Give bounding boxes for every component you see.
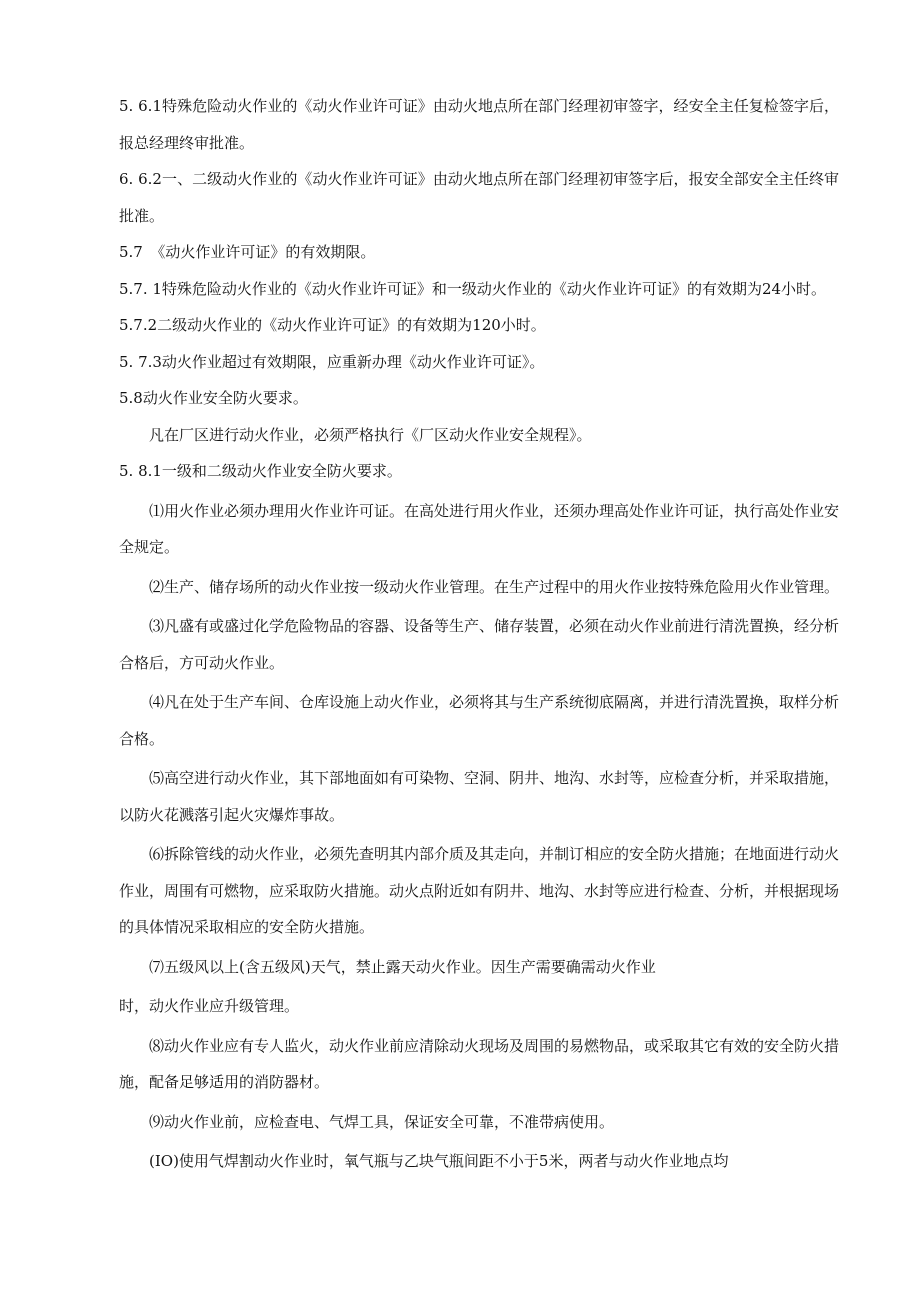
paragraph-5-7-2: 5.7.2二级动火作业的《动火作业许可证》的有效期为120小时。 [119,316,546,334]
list-item-10: (IO)使用气焊割动火作业时，氧气瓶与乙块气瓶间距不小于5米，两者与动火作业地点均 [149,1152,729,1170]
list-item-9: ⑼动火作业前，应检查电、气焊工具，保证安全可靠，不准带病使用。 [149,1112,615,1131]
list-item-4: ⑷凡在处于生产车间、仓库设施上动火作业，必须将其与生产系统彻底隔离，并进行清洗置换，取样分析合格。 [119,693,840,748]
list-item-7: ⑺五级风以上(含五级风)天气，禁止露天动火作业。因生产需要确需动火作业 [149,957,656,976]
paragraph-5-7-3: 5. 7.3动火作业超过有效期限，应重新办理《动火作业许可证》。 [119,352,545,371]
paragraph-6-6-2: 6. 6.2一、二级动火作业的《动火作业许可证》由动火地点所在部门经理初审签字后，报安全部安全主任终审批准。 [119,170,839,225]
paragraph-5-7: 5.7 《动火作业许可证》的有效期限。 [119,243,376,261]
paragraph-5-8: 5.8动火作业安全防火要求。 [119,389,308,407]
list-item-6: ⑹拆除管线的动火作业，必须先查明其内部介质及其走向，并制订相应的安全防火措施；在地面进行动火作业，周围有可燃物，应采取防火措施。动火点附近如有阴井、地沟、水封等应进行检查、分析，并根据现场的具体情况采取相应的安全防火措施。 [119,845,840,936]
paragraph-5-8-intro: 凡在厂区进行动火作业，必须严格执行《厂区动火作业安全规程》。 [149,425,592,444]
paragraph-5-8-1: 5. 8.1一级和二级动火作业安全防火要求。 [119,462,402,480]
list-item-8: ⑻动火作业应有专人监火，动火作业前应清除动火现场及周围的易燃物品，或采取其它有效的安全防火措施，配备足够适用的消防器材。 [119,1036,840,1091]
list-item-1: ⑴用火作业必须办理用火作业许可证。在高处进行用火作业，还须办理高处作业许可证，执行高处作业安全规定。 [119,501,840,556]
paragraph-5-6-1: 5. 6.1特殊危险动火作业的《动火作业许可证》由动火地点所在部门经理初审签字，经安全主任复检签字后，报总经理终审批准。 [119,97,839,152]
list-item-2: ⑵生产、储存场所的动火作业按一级动火作业管理。在生产过程中的用火作业按特殊危险用火作业管理。 [149,577,840,596]
list-item-5: ⑸高空进行动火作业，其下部地面如有可染物、空洞、阴井、地沟、水封等，应检查分析，并采取措施，以防火花溅落引起火灾爆炸事故。 [119,769,840,824]
list-item-7-continued: 时，动火作业应升级管理。 [119,997,300,1015]
paragraph-5-7-1: 5.7. 1特殊危险动火作业的《动火作业许可证》和一级动火作业的《动火作业许可证》的有效期为24小时。 [119,279,827,298]
document-body [119,88,839,1180]
list-item-3: ⑶凡盛有或盛过化学危险物品的容器、设备等生产、储存装置，必须在动火作业前进行清洗置换，经分析合格后，方可动火作业。 [119,617,840,672]
